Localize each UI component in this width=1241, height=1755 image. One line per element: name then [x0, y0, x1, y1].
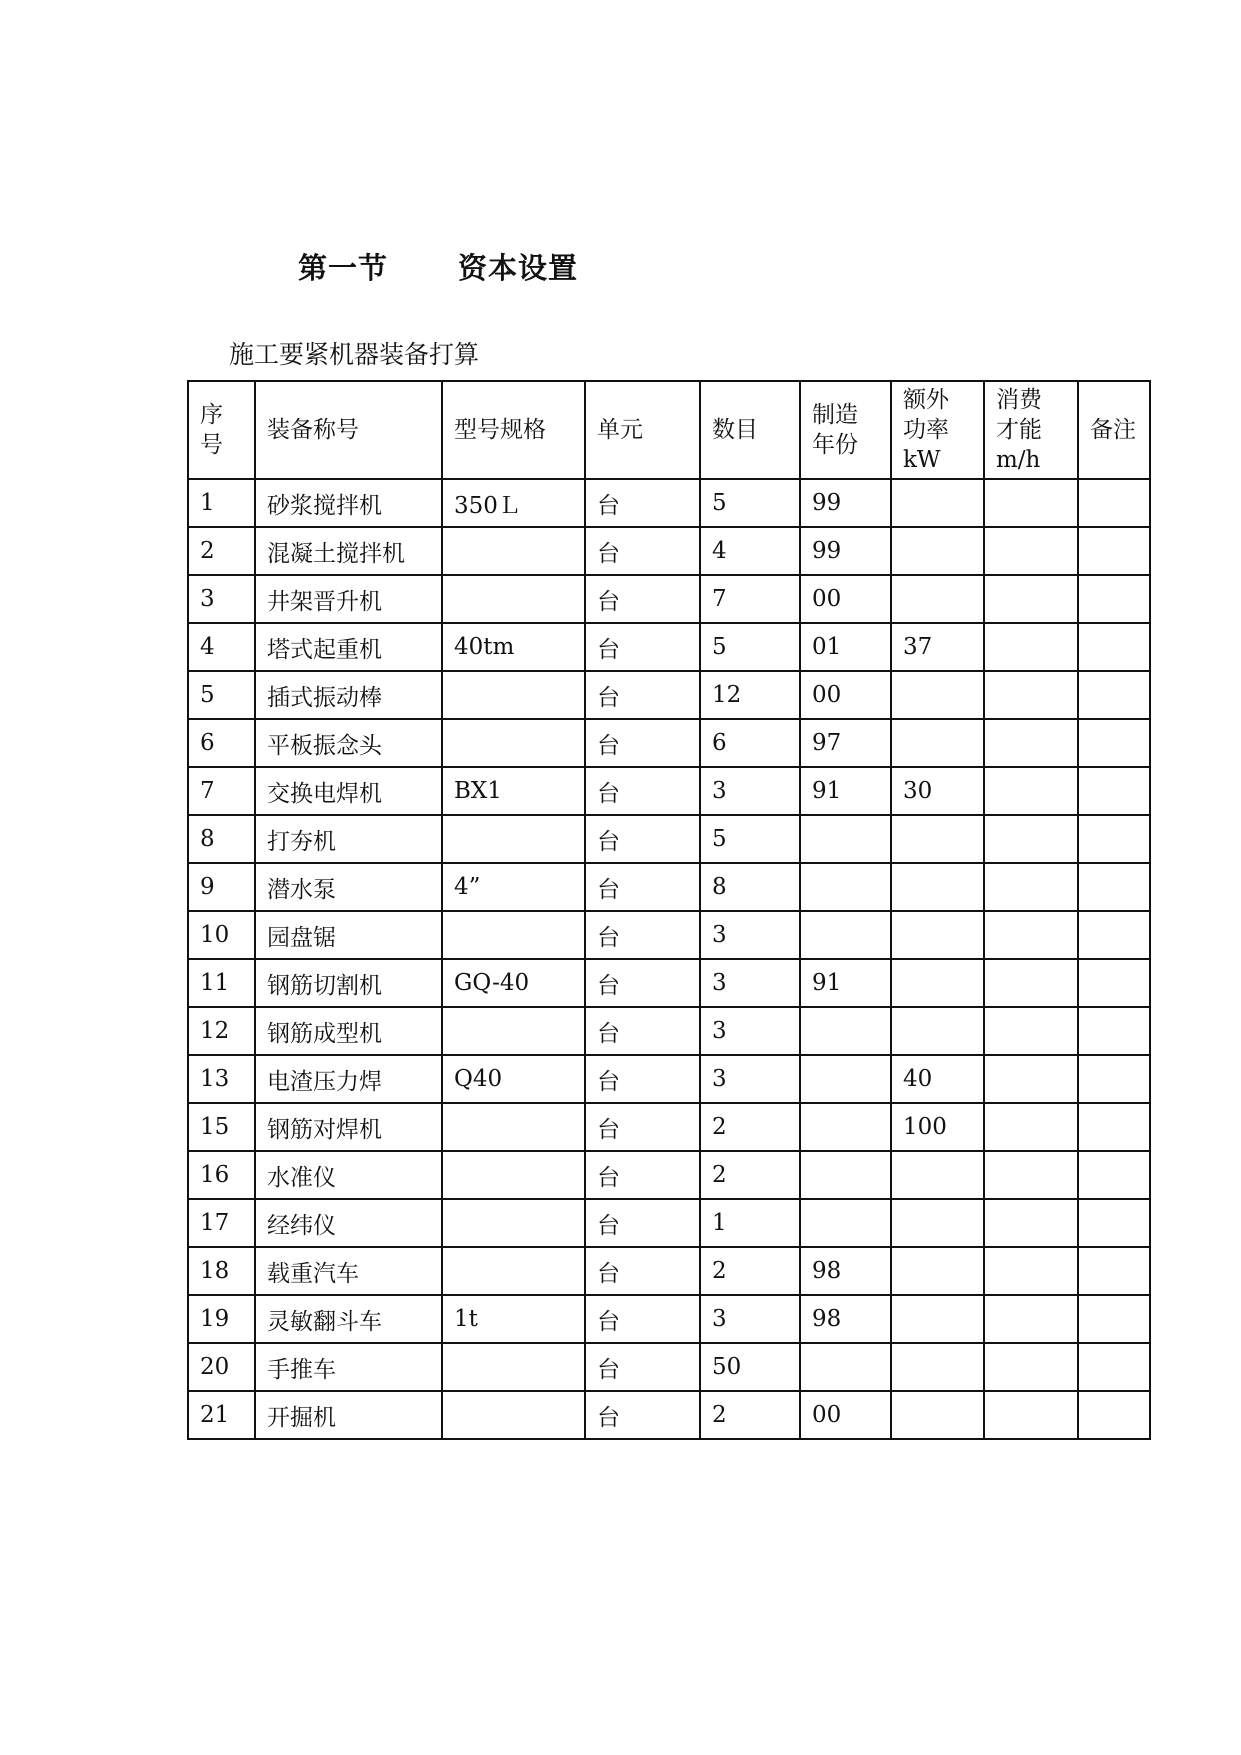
quantity-cell: 5	[700, 623, 800, 671]
index-cell: 16	[188, 1151, 255, 1199]
production-capacity-cell	[984, 575, 1078, 623]
header-equipment-name: 装备称号	[255, 381, 442, 479]
production-capacity-cell	[984, 1343, 1078, 1391]
production-capacity-cell	[984, 767, 1078, 815]
unit-cell: 台	[585, 671, 700, 719]
table-row	[188, 1247, 1150, 1295]
equipment-name-cell: 混凝土搅拌机	[255, 527, 442, 575]
manufacture-year-cell: 98	[800, 1247, 891, 1295]
equipment-name-cell: 经纬仪	[255, 1199, 442, 1247]
remarks-cell	[1078, 575, 1150, 623]
equipment-name-cell: 井架晋升机	[255, 575, 442, 623]
production-capacity-cell	[984, 719, 1078, 767]
quantity-cell: 3	[700, 1007, 800, 1055]
model-spec-cell	[442, 527, 585, 575]
model-spec-cell	[442, 575, 585, 623]
table-row	[188, 959, 1150, 1007]
table-row	[188, 671, 1150, 719]
equipment-name-cell: 潜水泵	[255, 863, 442, 911]
model-spec-cell	[442, 1103, 585, 1151]
remarks-cell	[1078, 1151, 1150, 1199]
remarks-cell	[1078, 1295, 1150, 1343]
remarks-cell	[1078, 671, 1150, 719]
model-spec-cell	[442, 1199, 585, 1247]
remarks-cell	[1078, 959, 1150, 1007]
production-capacity-cell	[984, 1103, 1078, 1151]
manufacture-year-cell	[800, 863, 891, 911]
unit-cell: 台	[585, 815, 700, 863]
equipment-name-cell: 钢筋切割机	[255, 959, 442, 1007]
equipment-name-cell: 开掘机	[255, 1391, 442, 1439]
table-row	[188, 911, 1150, 959]
index-cell: 12	[188, 1007, 255, 1055]
unit-cell: 台	[585, 719, 700, 767]
model-spec-cell	[442, 1151, 585, 1199]
unit-cell: 台	[585, 1055, 700, 1103]
manufacture-year-cell	[800, 1103, 891, 1151]
index-cell: 21	[188, 1391, 255, 1439]
header-rated-power: 额外 功率 kW	[891, 381, 984, 479]
manufacture-year-cell	[800, 815, 891, 863]
rated-power-cell: 30	[891, 767, 984, 815]
unit-cell: 台	[585, 1391, 700, 1439]
table-row	[188, 719, 1150, 767]
model-spec-cell	[442, 1247, 585, 1295]
model-spec-cell	[442, 1007, 585, 1055]
equipment-name-cell: 钢筋对焊机	[255, 1103, 442, 1151]
manufacture-year-cell	[800, 911, 891, 959]
production-capacity-cell	[984, 1055, 1078, 1103]
quantity-cell: 3	[700, 911, 800, 959]
table-row	[188, 815, 1150, 863]
manufacture-year-cell: 99	[800, 527, 891, 575]
unit-cell: 台	[585, 527, 700, 575]
section-number: 第一节	[298, 251, 389, 285]
manufacture-year-cell	[800, 1151, 891, 1199]
quantity-cell: 2	[700, 1247, 800, 1295]
manufacture-year-cell: 98	[800, 1295, 891, 1343]
unit-cell: 台	[585, 863, 700, 911]
model-spec-cell: 4”	[442, 863, 585, 911]
rated-power-cell	[891, 671, 984, 719]
quantity-cell: 50	[700, 1343, 800, 1391]
equipment-name-cell: 钢筋成型机	[255, 1007, 442, 1055]
remarks-cell	[1078, 527, 1150, 575]
quantity-cell: 3	[700, 1295, 800, 1343]
index-cell: 11	[188, 959, 255, 1007]
production-capacity-cell	[984, 1247, 1078, 1295]
remarks-cell	[1078, 1007, 1150, 1055]
index-cell: 10	[188, 911, 255, 959]
remarks-cell	[1078, 1343, 1150, 1391]
production-capacity-cell	[984, 911, 1078, 959]
table-row	[188, 1151, 1150, 1199]
index-cell: 5	[188, 671, 255, 719]
manufacture-year-cell: 01	[800, 623, 891, 671]
index-cell: 8	[188, 815, 255, 863]
quantity-cell: 3	[700, 959, 800, 1007]
quantity-cell: 12	[700, 671, 800, 719]
rated-power-cell	[891, 1151, 984, 1199]
production-capacity-cell	[984, 1391, 1078, 1439]
remarks-cell	[1078, 719, 1150, 767]
manufacture-year-cell	[800, 1343, 891, 1391]
unit-cell: 台	[585, 911, 700, 959]
manufacture-year-cell	[800, 1007, 891, 1055]
table-row	[188, 1103, 1150, 1151]
equipment-name-cell: 平板振念头	[255, 719, 442, 767]
index-cell: 19	[188, 1295, 255, 1343]
rated-power-cell	[891, 1391, 984, 1439]
rated-power-cell	[891, 911, 984, 959]
rated-power-cell	[891, 815, 984, 863]
rated-power-cell	[891, 1295, 984, 1343]
table-row	[188, 575, 1150, 623]
section-title: 资本设置	[458, 251, 579, 285]
unit-cell: 台	[585, 1007, 700, 1055]
model-spec-cell: 1t	[442, 1295, 585, 1343]
manufacture-year-cell	[800, 1055, 891, 1103]
equipment-name-cell: 交换电焊机	[255, 767, 442, 815]
model-spec-cell: GQ-40	[442, 959, 585, 1007]
header-quantity: 数目	[700, 381, 800, 479]
production-capacity-cell	[984, 623, 1078, 671]
model-spec-cell: BX1	[442, 767, 585, 815]
table-row	[188, 767, 1150, 815]
table-row	[188, 1391, 1150, 1439]
index-cell: 18	[188, 1247, 255, 1295]
equipment-name-cell: 塔式起重机	[255, 623, 442, 671]
remarks-cell	[1078, 767, 1150, 815]
index-cell: 13	[188, 1055, 255, 1103]
rated-power-cell: 40	[891, 1055, 984, 1103]
unit-cell: 台	[585, 1295, 700, 1343]
model-spec-cell	[442, 719, 585, 767]
header-manufacture-year: 制造 年份	[800, 381, 891, 479]
quantity-cell: 3	[700, 1055, 800, 1103]
unit-cell: 台	[585, 1343, 700, 1391]
header-remarks: 备注	[1078, 381, 1150, 479]
rated-power-cell	[891, 1199, 984, 1247]
index-cell: 2	[188, 527, 255, 575]
model-spec-cell	[442, 815, 585, 863]
quantity-cell: 3	[700, 767, 800, 815]
equipment-name-cell: 载重汽车	[255, 1247, 442, 1295]
table-row	[188, 1199, 1150, 1247]
header-index: 序 号	[188, 381, 255, 479]
equipment-name-cell: 插式振动棒	[255, 671, 442, 719]
model-spec-cell	[442, 911, 585, 959]
index-cell: 20	[188, 1343, 255, 1391]
manufacture-year-cell: 99	[800, 479, 891, 527]
remarks-cell	[1078, 911, 1150, 959]
unit-cell: 台	[585, 1151, 700, 1199]
model-spec-cell	[442, 1343, 585, 1391]
production-capacity-cell	[984, 671, 1078, 719]
remarks-cell	[1078, 1391, 1150, 1439]
model-spec-cell: 40tm	[442, 623, 585, 671]
manufacture-year-cell: 00	[800, 575, 891, 623]
header-production-capacity: 消费 才能 m/h	[984, 381, 1078, 479]
quantity-cell: 5	[700, 815, 800, 863]
rated-power-cell	[891, 959, 984, 1007]
manufacture-year-cell: 91	[800, 767, 891, 815]
manufacture-year-cell: 00	[800, 671, 891, 719]
equipment-name-cell: 手推车	[255, 1343, 442, 1391]
production-capacity-cell	[984, 479, 1078, 527]
production-capacity-cell	[984, 527, 1078, 575]
model-spec-cell: Q40	[442, 1055, 585, 1103]
header-unit: 单元	[585, 381, 700, 479]
section-heading	[298, 246, 578, 287]
manufacture-year-cell: 91	[800, 959, 891, 1007]
index-cell: 17	[188, 1199, 255, 1247]
remarks-cell	[1078, 1199, 1150, 1247]
equipment-name-cell: 水准仪	[255, 1151, 442, 1199]
production-capacity-cell	[984, 1295, 1078, 1343]
table-row	[188, 623, 1150, 671]
production-capacity-cell	[984, 1007, 1078, 1055]
model-spec-cell	[442, 671, 585, 719]
remarks-cell	[1078, 1247, 1150, 1295]
table-row	[188, 1055, 1150, 1103]
manufacture-year-cell: 00	[800, 1391, 891, 1439]
table-row	[188, 1343, 1150, 1391]
quantity-cell: 2	[700, 1391, 800, 1439]
rated-power-cell	[891, 719, 984, 767]
rated-power-cell	[891, 1343, 984, 1391]
production-capacity-cell	[984, 959, 1078, 1007]
unit-cell: 台	[585, 1199, 700, 1247]
quantity-cell: 6	[700, 719, 800, 767]
model-spec-cell	[442, 1391, 585, 1439]
index-cell: 6	[188, 719, 255, 767]
table-header-row	[188, 381, 1150, 479]
remarks-cell	[1078, 623, 1150, 671]
unit-cell: 台	[585, 575, 700, 623]
index-cell: 3	[188, 575, 255, 623]
remarks-cell	[1078, 1055, 1150, 1103]
table-caption: 施工要紧机器装备打算	[229, 340, 480, 369]
rated-power-cell	[891, 527, 984, 575]
model-spec-cell: 350Ｌ	[442, 479, 585, 527]
rated-power-cell: 100	[891, 1103, 984, 1151]
table-row	[188, 1007, 1150, 1055]
quantity-cell: 1	[700, 1199, 800, 1247]
equipment-table	[187, 380, 1151, 1440]
quantity-cell: 2	[700, 1151, 800, 1199]
index-cell: 7	[188, 767, 255, 815]
remarks-cell	[1078, 1103, 1150, 1151]
remarks-cell	[1078, 863, 1150, 911]
index-cell: 4	[188, 623, 255, 671]
header-model-spec: 型号规格	[442, 381, 585, 479]
quantity-cell: 4	[700, 527, 800, 575]
production-capacity-cell	[984, 815, 1078, 863]
index-cell: 15	[188, 1103, 255, 1151]
equipment-name-cell: 打夯机	[255, 815, 442, 863]
production-capacity-cell	[984, 863, 1078, 911]
manufacture-year-cell: 97	[800, 719, 891, 767]
table-row	[188, 527, 1150, 575]
equipment-name-cell: 园盘锯	[255, 911, 442, 959]
index-cell: 9	[188, 863, 255, 911]
table-row	[188, 863, 1150, 911]
unit-cell: 台	[585, 1103, 700, 1151]
rated-power-cell	[891, 479, 984, 527]
rated-power-cell	[891, 1007, 984, 1055]
rated-power-cell	[891, 863, 984, 911]
manufacture-year-cell	[800, 1199, 891, 1247]
rated-power-cell	[891, 1247, 984, 1295]
table-row	[188, 479, 1150, 527]
remarks-cell	[1078, 815, 1150, 863]
quantity-cell: 7	[700, 575, 800, 623]
quantity-cell: 2	[700, 1103, 800, 1151]
unit-cell: 台	[585, 959, 700, 1007]
equipment-name-cell: 电渣压力焊	[255, 1055, 442, 1103]
table-row	[188, 1295, 1150, 1343]
index-cell: 1	[188, 479, 255, 527]
quantity-cell: 5	[700, 479, 800, 527]
table-body	[188, 479, 1150, 1439]
equipment-name-cell: 砂浆搅拌机	[255, 479, 442, 527]
unit-cell: 台	[585, 1247, 700, 1295]
unit-cell: 台	[585, 479, 700, 527]
remarks-cell	[1078, 479, 1150, 527]
quantity-cell: 8	[700, 863, 800, 911]
rated-power-cell	[891, 575, 984, 623]
production-capacity-cell	[984, 1151, 1078, 1199]
production-capacity-cell	[984, 1199, 1078, 1247]
unit-cell: 台	[585, 623, 700, 671]
rated-power-cell: 37	[891, 623, 984, 671]
unit-cell: 台	[585, 767, 700, 815]
equipment-name-cell: 灵敏翻斗车	[255, 1295, 442, 1343]
